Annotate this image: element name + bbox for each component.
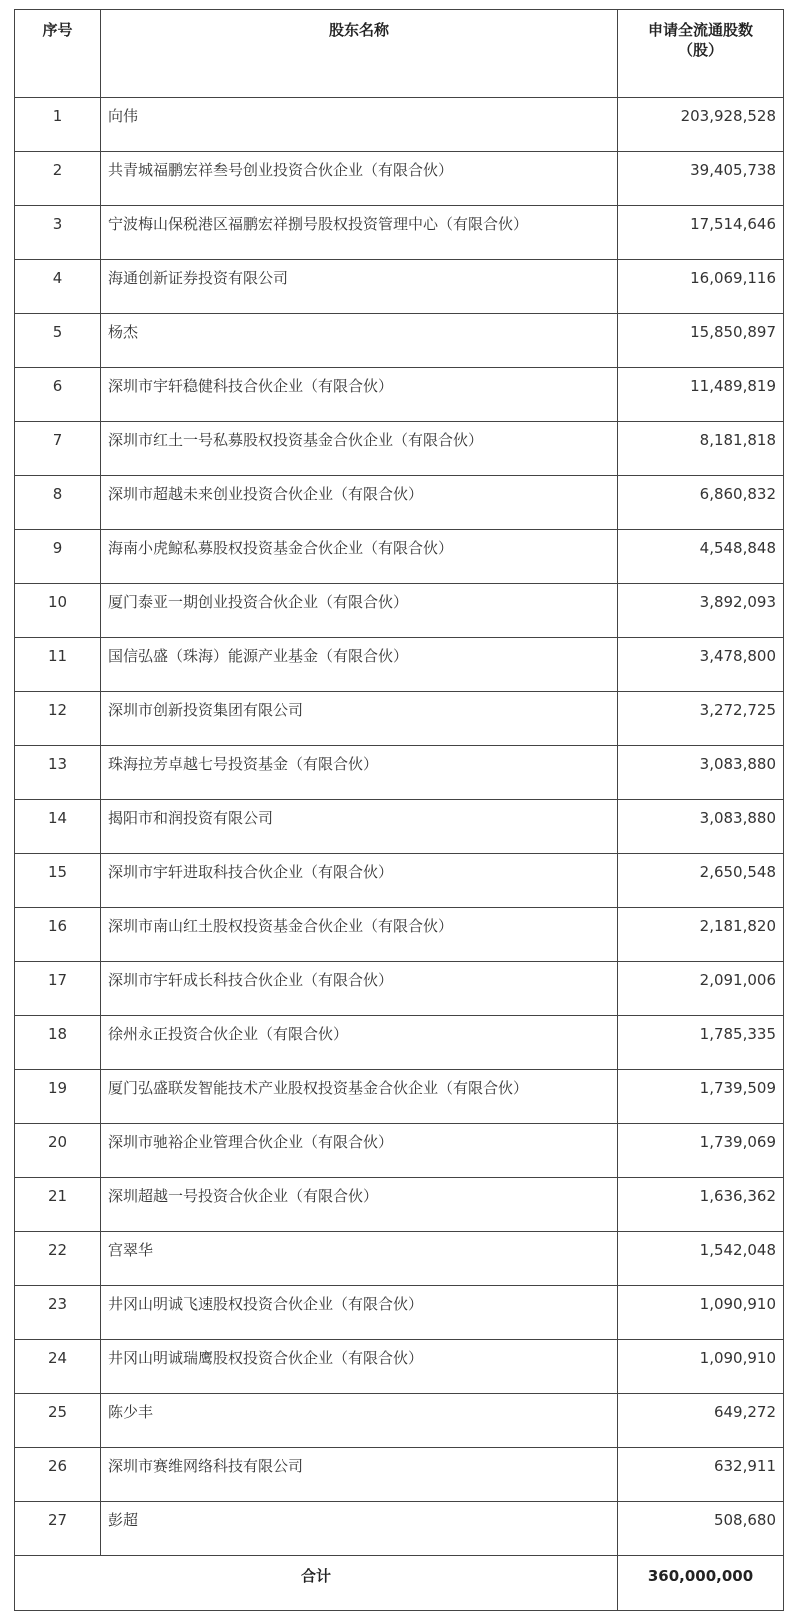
table-row xyxy=(15,746,784,800)
row-shareholder-name: 深圳市超越未来创业投资合伙企业（有限合伙） xyxy=(101,476,618,530)
row-shares: 2,091,006 xyxy=(618,962,784,1016)
row-shareholder-name: 揭阳市和润投资有限公司 xyxy=(101,800,618,854)
row-index: 24 xyxy=(15,1340,101,1394)
table-row xyxy=(15,1394,784,1448)
row-shareholder-name: 宁波梅山保税港区福鹏宏祥捌号股权投资管理中心（有限合伙） xyxy=(101,206,618,260)
table-row xyxy=(15,1340,784,1394)
header-shares-title: 申请全流通股数 xyxy=(647,21,753,39)
table-row xyxy=(15,98,784,152)
row-index: 6 xyxy=(15,368,101,422)
shareholder-table xyxy=(14,9,784,1611)
row-shares: 1,739,069 xyxy=(618,1124,784,1178)
row-index: 25 xyxy=(15,1394,101,1448)
row-shareholder-name: 深圳市创新投资集团有限公司 xyxy=(101,692,618,746)
row-shares: 1,739,509 xyxy=(618,1070,784,1124)
header-shares xyxy=(618,10,784,98)
row-index: 8 xyxy=(15,476,101,530)
row-index: 3 xyxy=(15,206,101,260)
row-shares: 11,489,819 xyxy=(618,368,784,422)
row-index: 11 xyxy=(15,638,101,692)
table-row xyxy=(15,1502,784,1556)
row-shares: 1,090,910 xyxy=(618,1340,784,1394)
row-shares: 6,860,832 xyxy=(618,476,784,530)
row-shares: 1,636,362 xyxy=(618,1178,784,1232)
row-index: 9 xyxy=(15,530,101,584)
row-shareholder-name: 井冈山明诚飞速股权投资合伙企业（有限合伙） xyxy=(101,1286,618,1340)
row-shares: 2,650,548 xyxy=(618,854,784,908)
row-shareholder-name: 陈少丰 xyxy=(101,1394,618,1448)
row-shareholder-name: 深圳市赛维网络科技有限公司 xyxy=(101,1448,618,1502)
row-shares: 649,272 xyxy=(618,1394,784,1448)
header-index: 序号 xyxy=(15,10,101,98)
row-shareholder-name: 井冈山明诚瑞鹰股权投资合伙企业（有限合伙） xyxy=(101,1340,618,1394)
row-shares: 508,680 xyxy=(618,1502,784,1556)
row-shareholder-name: 海南小虎鲸私募股权投资基金合伙企业（有限合伙） xyxy=(101,530,618,584)
table-row xyxy=(15,800,784,854)
table-row xyxy=(15,1124,784,1178)
row-index: 19 xyxy=(15,1070,101,1124)
row-index: 18 xyxy=(15,1016,101,1070)
row-shares: 1,785,335 xyxy=(618,1016,784,1070)
table-body xyxy=(15,98,784,1556)
table-row xyxy=(15,692,784,746)
row-index: 13 xyxy=(15,746,101,800)
row-index: 12 xyxy=(15,692,101,746)
row-shareholder-name: 深圳市南山红土股权投资基金合伙企业（有限合伙） xyxy=(101,908,618,962)
row-shares: 1,542,048 xyxy=(618,1232,784,1286)
row-shares: 632,911 xyxy=(618,1448,784,1502)
row-shares: 17,514,646 xyxy=(618,206,784,260)
table-row xyxy=(15,854,784,908)
row-shares: 8,181,818 xyxy=(618,422,784,476)
row-shareholder-name: 厦门弘盛联发智能技术产业股权投资基金合伙企业（有限合伙） xyxy=(101,1070,618,1124)
row-index: 2 xyxy=(15,152,101,206)
row-index: 1 xyxy=(15,98,101,152)
row-index: 23 xyxy=(15,1286,101,1340)
row-index: 7 xyxy=(15,422,101,476)
header-shares-unit: （股） xyxy=(677,41,723,59)
row-shares: 3,083,880 xyxy=(618,800,784,854)
row-index: 20 xyxy=(15,1124,101,1178)
total-row xyxy=(15,1556,784,1611)
row-shareholder-name: 杨杰 xyxy=(101,314,618,368)
row-shareholder-name: 宫翠华 xyxy=(101,1232,618,1286)
row-shares: 3,272,725 xyxy=(618,692,784,746)
row-shareholder-name: 厦门泰亚一期创业投资合伙企业（有限合伙） xyxy=(101,584,618,638)
header-shareholder-name: 股东名称 xyxy=(101,10,618,98)
table-row xyxy=(15,260,784,314)
row-shareholder-name: 深圳市宇轩进取科技合伙企业（有限合伙） xyxy=(101,854,618,908)
row-index: 26 xyxy=(15,1448,101,1502)
row-shares: 203,928,528 xyxy=(618,98,784,152)
total-value: 360,000,000 xyxy=(618,1556,784,1611)
row-shareholder-name: 珠海拉芳卓越七号投资基金（有限合伙） xyxy=(101,746,618,800)
row-shares: 1,090,910 xyxy=(618,1286,784,1340)
row-shares: 3,083,880 xyxy=(618,746,784,800)
row-index: 16 xyxy=(15,908,101,962)
row-index: 17 xyxy=(15,962,101,1016)
table-row xyxy=(15,368,784,422)
row-shares: 3,478,800 xyxy=(618,638,784,692)
row-shareholder-name: 海通创新证券投资有限公司 xyxy=(101,260,618,314)
row-shareholder-name: 深圳市红土一号私募股权投资基金合伙企业（有限合伙） xyxy=(101,422,618,476)
row-index: 10 xyxy=(15,584,101,638)
row-shares: 39,405,738 xyxy=(618,152,784,206)
table-row xyxy=(15,422,784,476)
row-shares: 4,548,848 xyxy=(618,530,784,584)
table-header-row xyxy=(15,10,784,98)
table-row xyxy=(15,1178,784,1232)
table-row xyxy=(15,530,784,584)
table-row xyxy=(15,314,784,368)
row-shareholder-name: 深圳市驰裕企业管理合伙企业（有限合伙） xyxy=(101,1124,618,1178)
row-index: 4 xyxy=(15,260,101,314)
row-shareholder-name: 徐州永正投资合伙企业（有限合伙） xyxy=(101,1016,618,1070)
table-row xyxy=(15,1070,784,1124)
row-shares: 15,850,897 xyxy=(618,314,784,368)
table-row xyxy=(15,206,784,260)
table-row xyxy=(15,152,784,206)
table-row xyxy=(15,962,784,1016)
table-row xyxy=(15,1016,784,1070)
table-row xyxy=(15,584,784,638)
table-row xyxy=(15,638,784,692)
table-row xyxy=(15,1286,784,1340)
row-index: 14 xyxy=(15,800,101,854)
table-row xyxy=(15,1448,784,1502)
table-row xyxy=(15,908,784,962)
row-shareholder-name: 共青城福鹏宏祥叁号创业投资合伙企业（有限合伙） xyxy=(101,152,618,206)
row-index: 22 xyxy=(15,1232,101,1286)
table-row xyxy=(15,1232,784,1286)
row-index: 27 xyxy=(15,1502,101,1556)
row-shareholder-name: 深圳市宇轩成长科技合伙企业（有限合伙） xyxy=(101,962,618,1016)
row-index: 15 xyxy=(15,854,101,908)
row-shareholder-name: 深圳超越一号投资合伙企业（有限合伙） xyxy=(101,1178,618,1232)
row-shares: 3,892,093 xyxy=(618,584,784,638)
table-row xyxy=(15,476,784,530)
total-label: 合计 xyxy=(15,1556,618,1611)
row-shareholder-name: 向伟 xyxy=(101,98,618,152)
row-shares: 2,181,820 xyxy=(618,908,784,962)
row-shares: 16,069,116 xyxy=(618,260,784,314)
row-shareholder-name: 彭超 xyxy=(101,1502,618,1556)
row-shareholder-name: 深圳市宇轩稳健科技合伙企业（有限合伙） xyxy=(101,368,618,422)
row-index: 5 xyxy=(15,314,101,368)
row-shareholder-name: 国信弘盛（珠海）能源产业基金（有限合伙） xyxy=(101,638,618,692)
row-index: 21 xyxy=(15,1178,101,1232)
